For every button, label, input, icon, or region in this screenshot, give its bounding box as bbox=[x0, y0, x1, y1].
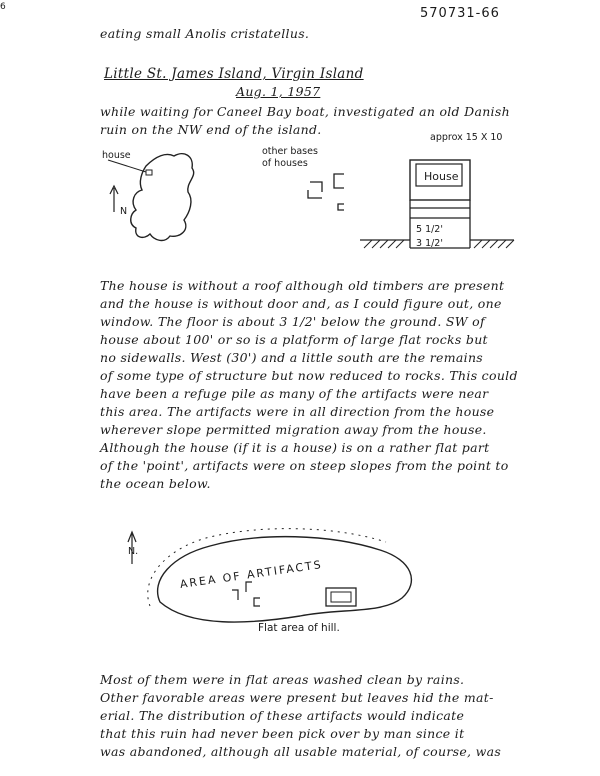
edge-mark: 6 bbox=[0, 2, 6, 12]
dimension-1: 5 1/2' bbox=[416, 224, 443, 235]
body-line: Although the house (if it is a house) is on a rather flat part bbox=[100, 440, 490, 455]
body-line: have been a refuge pile as many of the artifacts were near bbox=[100, 386, 489, 401]
north-label-top: N bbox=[120, 206, 128, 217]
artifact-area-label: AREA OF ARTIFACTS bbox=[179, 558, 324, 591]
other-bases-label-1: other bases bbox=[262, 146, 318, 157]
house-box-label: House bbox=[424, 170, 459, 183]
closing-line: erial. The distribution of these artifacts would indicate bbox=[100, 708, 465, 723]
reference-number: 570731-66 bbox=[420, 6, 500, 21]
body-line: of the 'point', artifacts were on steep slopes from the point to bbox=[100, 458, 509, 473]
north-label-bottom: N. bbox=[128, 546, 139, 557]
other-bases-label-2: of houses bbox=[262, 158, 308, 169]
body-line: house about 100' or so is a platform of large flat rocks but bbox=[100, 332, 488, 347]
note-line-1: eating small Anolis cristatellus. bbox=[100, 26, 310, 41]
body-line: no sidewalls. West (30') and a little south are the remains bbox=[100, 350, 484, 365]
body-line: wherever slope permitted migration away from the house. bbox=[100, 422, 487, 437]
body-line: the ocean below. bbox=[100, 476, 211, 491]
intro-line-1: while waiting for Caneel Bay boat, investigated an old Danish bbox=[100, 104, 510, 119]
body-line: and the house is without door and, as I could figure out, one bbox=[100, 296, 502, 311]
house-plan-sketch bbox=[360, 150, 520, 270]
house-label: house bbox=[102, 150, 131, 161]
closing-line: that this ruin had never been pick over by man since it bbox=[100, 726, 465, 741]
island-sketch bbox=[100, 140, 220, 260]
body-line: The house is without a roof although old timbers are present bbox=[100, 278, 505, 293]
other-bases-sketch bbox=[300, 168, 360, 218]
body-line: of some type of structure but now reduced to rocks. This could bbox=[100, 368, 518, 383]
note-date: Aug. 1, 1957 bbox=[236, 84, 321, 99]
dimension-2: 3 1/2' bbox=[416, 238, 443, 249]
intro-line-2: ruin on the NW end of the island. bbox=[100, 122, 322, 137]
location-heading: Little St. James Island, Virgin Island bbox=[104, 66, 364, 82]
closing-line: Most of them were in flat areas washed clean by rains. bbox=[100, 672, 465, 687]
closing-line: was abandoned, although all usable material, of course, was bbox=[100, 744, 502, 759]
body-line: this area. The artifacts were in all direction from the house bbox=[100, 404, 495, 419]
body-line: window. The floor is about 3 1/2' below the ground. SW of bbox=[100, 314, 485, 329]
closing-line: Other favorable areas were present but leaves hid the mat- bbox=[100, 690, 494, 705]
flat-area-label: Flat area of hill. bbox=[258, 622, 340, 634]
approx-label: approx 15 X 10 bbox=[430, 132, 503, 143]
